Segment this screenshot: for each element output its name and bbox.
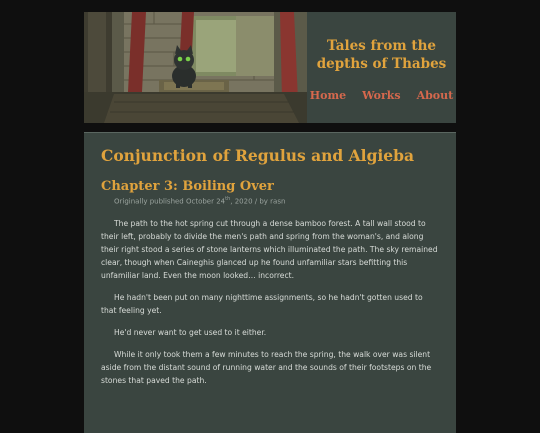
story-paragraph: The path to the hot spring cut through a dense bamboo forest. A tall wall stood to their left, probably to divide the men's path and spring from the woman's, and along their right stood a series of stone lanterns which illuminated the path. The sky remained clear, though when Caineghis glanced up he found unfamiliar stars befitting this unfamiliar land. Even the moon looked… incorrect. <box>101 219 438 280</box>
nav-home-link[interactable]: Home <box>309 89 347 102</box>
author-link[interactable]: rasn <box>270 197 286 206</box>
page <box>84 12 456 385</box>
nav-works-link[interactable]: Works <box>362 89 401 102</box>
story-body <box>101 217 439 396</box>
story-content <box>84 132 456 433</box>
chapter-title: Chapter 3: Boiling Over <box>101 179 274 194</box>
story-paragraph: While it only took them a few minutes to reach the spring, the walk over was silent aside from the distant sound of running water and the sounds of their footsteps on the stones that paved the path. <box>101 350 432 385</box>
story-paragraph: He'd never want to get used to it either. <box>114 328 267 337</box>
header-illustration <box>84 12 307 123</box>
site-header <box>84 12 456 123</box>
story-paragraph: He hadn't been put on many nighttime assignments, so he hadn't gotten used to that feeling yet. <box>101 293 423 315</box>
site-branding <box>307 12 456 123</box>
site-title[interactable] <box>307 37 456 73</box>
story-title: Conjunction of Regulus and Algieba <box>101 146 415 165</box>
room-scene-image <box>84 12 307 123</box>
publication-meta <box>114 196 285 205</box>
date-ordinal-suffix: th <box>225 196 231 202</box>
publication-date-prefix: Originally published October 24 <box>114 197 226 206</box>
site-title-line-2: depths of Thabes <box>316 56 447 72</box>
main-nav <box>307 89 456 102</box>
site-title-line-1: Tales from the <box>326 38 437 54</box>
publication-date-rest: , 2020 / by <box>230 197 271 206</box>
nav-about-link[interactable]: About <box>416 89 454 102</box>
